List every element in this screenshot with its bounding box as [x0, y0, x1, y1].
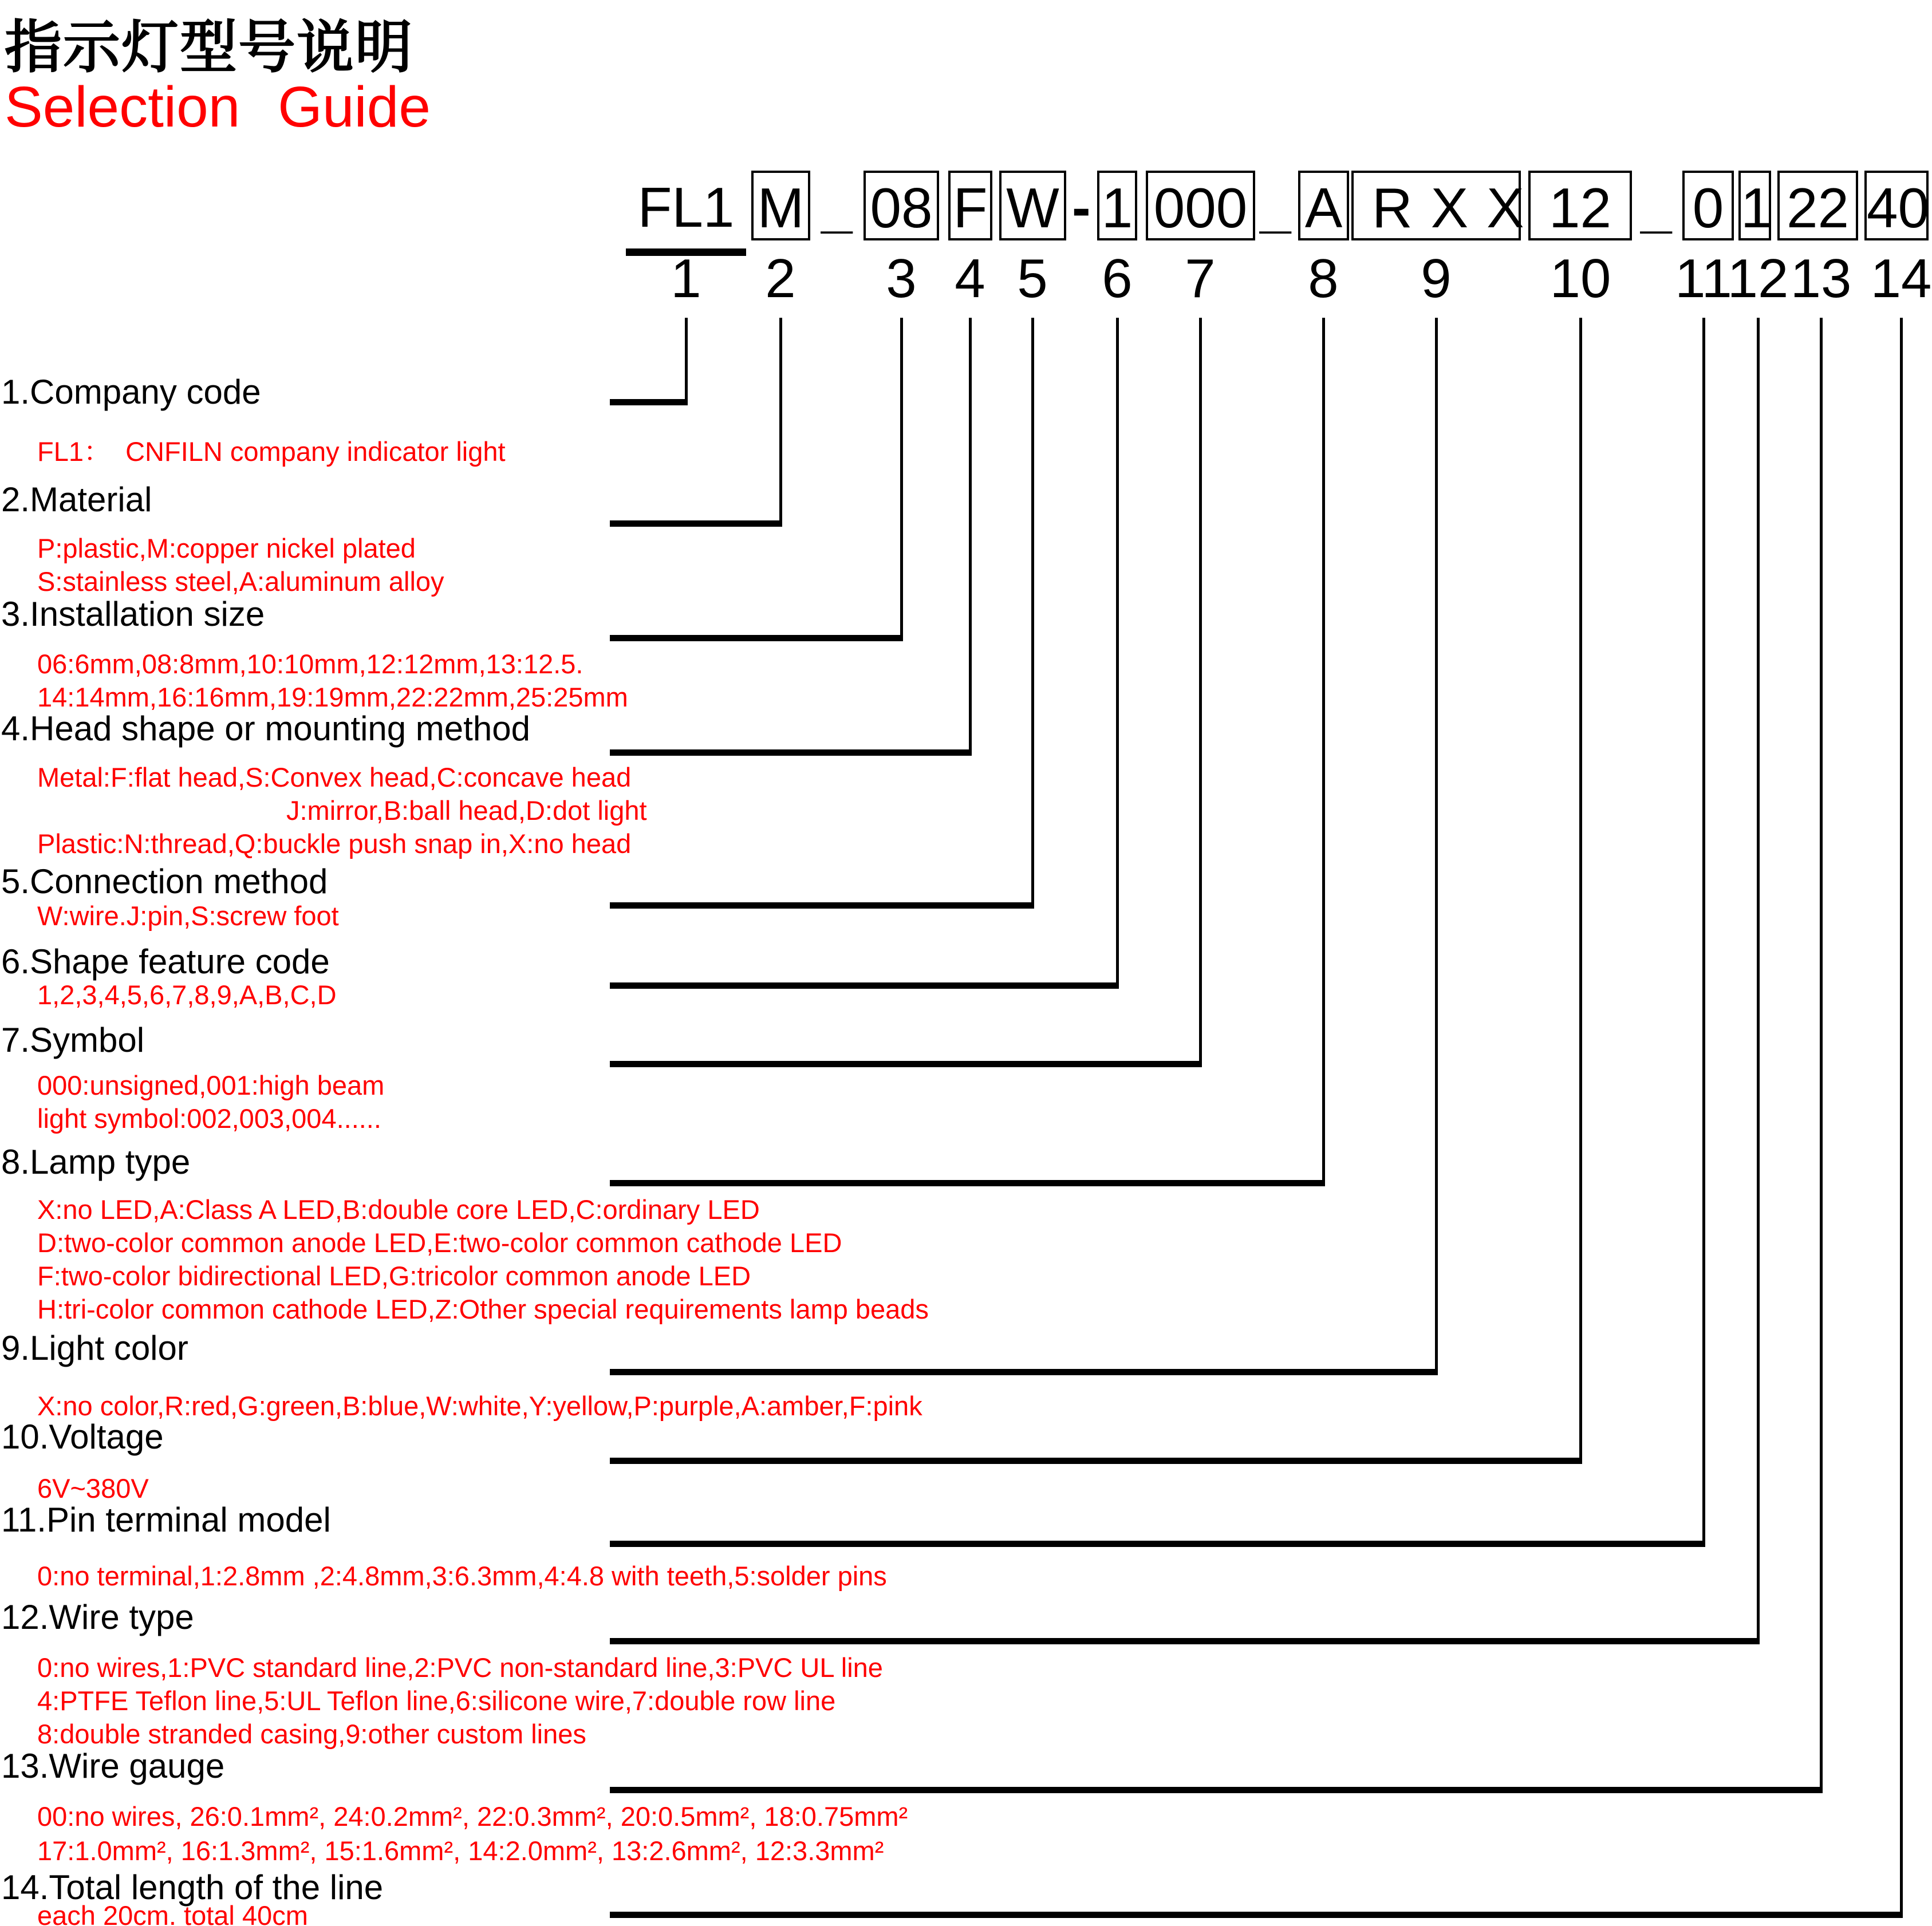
- section-heading-material: 2.Material: [1, 480, 152, 519]
- section-detail: X:no LED,A:Class A LED,B:double core LED,C:ordinary LED: [37, 1194, 760, 1225]
- position-number-9: 9: [1421, 248, 1452, 309]
- section-detail: H:tri-color common cathode LED,Z:Other special requirements lamp beads: [37, 1294, 929, 1324]
- code-segment-shape-feature: 1: [1097, 171, 1137, 240]
- connector-hline-11: [610, 1541, 1705, 1547]
- section-detail: 8:double stranded casing,9:other custom lines: [37, 1719, 586, 1749]
- code-segment-material: M: [751, 171, 810, 240]
- position-number-7: 7: [1185, 248, 1216, 309]
- section-detail: FL1： CNFILN company indicator light: [37, 436, 506, 467]
- section-detail: D:two-color common anode LED,E:two-color common cathode LED: [37, 1228, 842, 1258]
- code-segment-lamp-type: A: [1298, 171, 1349, 240]
- connector-hline-1: [610, 399, 688, 405]
- position-number-2: 2: [765, 248, 796, 309]
- connector-hline-9: [610, 1369, 1438, 1375]
- section-detail: X:no color,R:red,G:green,B:blue,W:white,Y:yellow,P:purple,A:amber,F:pink: [37, 1391, 922, 1421]
- connector-vline-10: [1579, 318, 1582, 1464]
- position-number-14: 14: [1870, 248, 1932, 309]
- connector-hline-6: [610, 982, 1119, 989]
- section-detail: P:plastic,M:copper nickel plated: [37, 533, 416, 563]
- section-detail: 0:no terminal,1:2.8mm ,2:4.8mm,3:6.3mm,4:4.8 with teeth,5:solder pins: [37, 1561, 887, 1591]
- position-number-5: 5: [1017, 248, 1048, 309]
- section-detail: 4:PTFE Teflon line,5:UL Teflon line,6:silicone wire,7:double row line: [37, 1686, 836, 1716]
- section-heading-company-code: 1.Company code: [1, 373, 261, 411]
- position-number-12: 12: [1727, 248, 1789, 309]
- code-segment-size: 08: [864, 171, 939, 240]
- section-heading-connection-method: 5.Connection method: [1, 862, 328, 901]
- section-heading-wire-gauge: 13.Wire gauge: [1, 1747, 225, 1785]
- hyphen-separator: -: [1072, 176, 1091, 239]
- section-heading-head-shape: 4.Head shape or mounting method: [1, 709, 530, 748]
- connector-hline-10: [610, 1458, 1582, 1464]
- connector-vline-1: [685, 318, 688, 405]
- connector-vline-9: [1435, 318, 1438, 1375]
- section-detail: F:two-color bidirectional LED,G:tricolor common anode LED: [37, 1261, 751, 1291]
- position-number-10: 10: [1549, 248, 1611, 309]
- connector-hline-2: [610, 520, 782, 527]
- code-segment-connection: W: [999, 171, 1066, 240]
- connector-vline-14: [1900, 318, 1903, 1918]
- code-segment-wire-gauge: 22: [1777, 171, 1858, 240]
- section-detail: 00:no wires, 26:0.1mm², 24:0.2mm², 22:0.3mm², 20:0.5mm², 18:0.75mm²: [37, 1801, 908, 1832]
- section-heading-total-length: 14.Total length of the line: [1, 1868, 384, 1907]
- connector-vline-13: [1820, 318, 1823, 1793]
- connector-hline-3: [610, 635, 903, 641]
- connector-vline-6: [1116, 318, 1119, 989]
- code-segment-symbol: 000: [1146, 171, 1255, 240]
- connector-vline-8: [1322, 318, 1325, 1186]
- code-segment-length: 40: [1864, 171, 1929, 240]
- position-number-1: 1: [671, 248, 701, 309]
- page-title-chinese: 指示灯型号说明: [5, 15, 413, 80]
- section-detail: light symbol:002,003,004......: [37, 1103, 381, 1134]
- connector-hline-8: [610, 1180, 1325, 1186]
- code-segment-voltage: 12: [1528, 171, 1632, 240]
- page-title-english: Selection Guide: [5, 75, 431, 139]
- connector-hline-5: [610, 902, 1034, 909]
- position-number-11: 11: [1675, 248, 1732, 309]
- connector-hline-13: [610, 1787, 1823, 1793]
- position-number-13: 13: [1790, 248, 1852, 309]
- code-segment-fl1: FL1: [637, 176, 735, 239]
- section-detail: W:wire.J:pin,S:screw foot: [37, 901, 339, 931]
- section-detail: 14:14mm,16:16mm,19:19mm,22:22mm,25:25mm: [37, 682, 628, 712]
- section-detail: Metal:F:flat head,S:Convex head,C:concave head: [37, 762, 632, 792]
- section-detail: 0:no wires,1:PVC standard line,2:PVC non-standard line,3:PVC UL line: [37, 1652, 883, 1683]
- connector-vline-5: [1031, 318, 1034, 909]
- underscore-separator: _: [821, 176, 853, 239]
- section-heading-shape-feature: 6.Shape feature code: [1, 942, 330, 981]
- position-number-8: 8: [1308, 248, 1339, 309]
- code-segment-wire-type: 1: [1738, 171, 1771, 240]
- connector-vline-11: [1702, 318, 1705, 1547]
- connector-vline-12: [1757, 318, 1760, 1644]
- position-number-3: 3: [886, 248, 917, 309]
- section-heading-lamp-type: 8.Lamp type: [1, 1143, 191, 1181]
- underscore-separator: _: [1641, 176, 1672, 239]
- connector-hline-4: [610, 749, 972, 756]
- connector-vline-2: [779, 318, 782, 527]
- section-heading-wire-type: 12.Wire type: [1, 1598, 194, 1636]
- code-segment-pin-terminal: 0: [1682, 171, 1734, 240]
- section-heading-pin-terminal: 11.Pin terminal model: [1, 1501, 331, 1539]
- connector-vline-3: [900, 318, 903, 641]
- section-detail: 17:1.0mm², 16:1.3mm², 15:1.6mm², 14:2.0mm², 13:2.6mm², 12:3.3mm²: [37, 1836, 884, 1866]
- connector-vline-4: [969, 318, 972, 756]
- section-heading-light-color: 9.Light color: [1, 1329, 188, 1367]
- code-segment-light-color: RXX: [1351, 171, 1521, 240]
- position-number-6: 6: [1102, 248, 1133, 309]
- position-number-4: 4: [955, 248, 985, 309]
- section-detail: 1,2,3,4,5,6,7,8,9,A,B,C,D: [37, 980, 337, 1010]
- section-heading-symbol: 7.Symbol: [1, 1021, 145, 1059]
- section-heading-installation-size: 3.Installation size: [1, 595, 265, 633]
- section-heading-voltage: 10.Voltage: [1, 1418, 164, 1456]
- section-detail: each 20cm. total 40cm: [37, 1900, 308, 1926]
- underscore-separator: _: [1260, 176, 1291, 239]
- section-detail: 000:unsigned,001:high beam: [37, 1070, 385, 1100]
- section-detail: J:mirror,B:ball head,D:dot light: [286, 795, 647, 826]
- section-detail: 06:6mm,08:8mm,10:10mm,12:12mm,13:12.5.: [37, 649, 583, 679]
- section-detail: 6V~380V: [37, 1473, 149, 1503]
- connector-hline-7: [610, 1061, 1202, 1067]
- section-detail: S:stainless steel,A:aluminum alloy: [37, 566, 444, 597]
- connector-hline-12: [610, 1638, 1760, 1644]
- connector-vline-7: [1199, 318, 1202, 1067]
- connector-hline-14: [610, 1912, 1903, 1918]
- code-segment-head-shape: F: [948, 171, 992, 240]
- section-detail: Plastic:N:thread,Q:buckle push snap in,X:no head: [37, 828, 632, 859]
